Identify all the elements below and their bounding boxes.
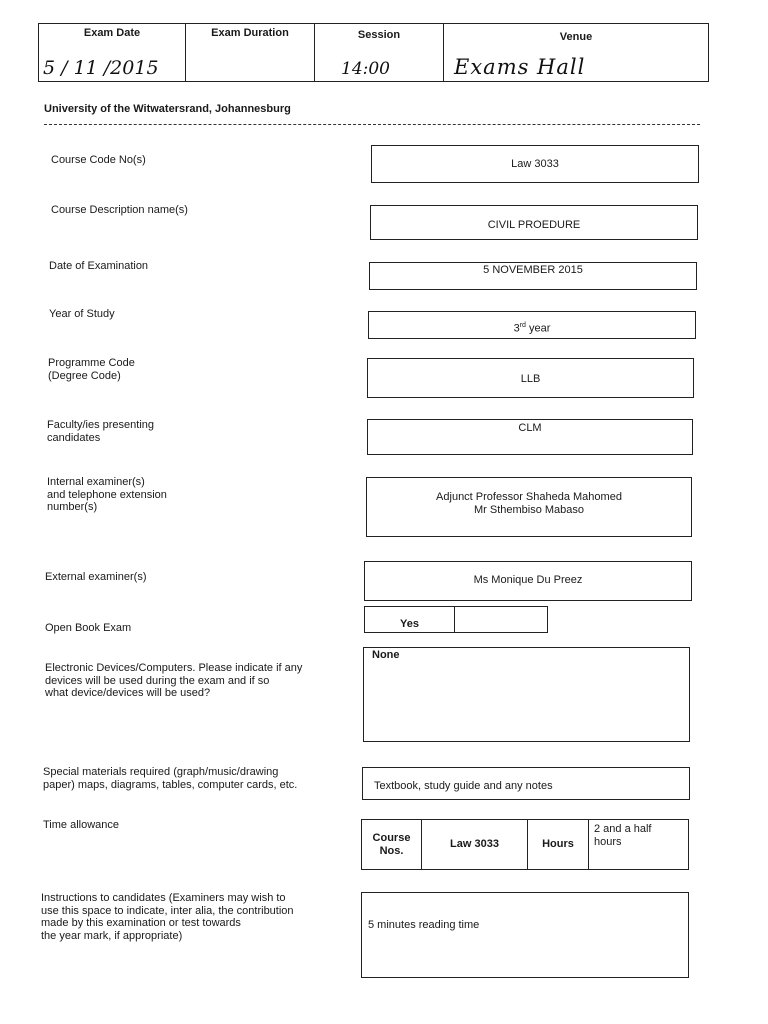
year-of-study-value (369, 322, 695, 335)
faculty-label: Faculty/ies presenting candidates (47, 419, 154, 444)
time-allowance-course-value: Law 3033 (422, 820, 528, 869)
course-description-value: CIVIL PROEDURE (487, 219, 581, 231)
internal-examiners-label: Internal examiner(s) and telephone extension number(s) (47, 476, 167, 513)
programme-code-label: Programme Code (Degree Code) (48, 357, 135, 382)
instructions-label: Instructions to candidates (Examiners may wish to use this space to indicate, inter alia, the contribution made by this examination or test towards the year mark, if appropriate) (41, 892, 294, 942)
date-of-examination-value: 5 NOVEMBER 2015 (483, 264, 583, 276)
external-examiners-value: Ms Monique Du Preez (473, 574, 583, 586)
special-materials-label: Special materials required (graph/music/drawing paper) maps, diagrams, tables, computer cards, etc. (43, 766, 298, 791)
date-of-examination-label: Date of Examination (49, 260, 149, 272)
programme-code-value: LLB (520, 373, 541, 385)
venue-label: Venue (559, 31, 593, 43)
date-of-examination-box (369, 262, 697, 290)
electronic-devices-label: Electronic Devices/Computers. Please indicate if any devices will be used during the exam and if so what device/devices will be used? (45, 662, 303, 699)
divider (44, 124, 700, 125)
special-materials-value: Textbook, study guide and any notes (374, 780, 553, 792)
external-examiners-box (364, 561, 692, 601)
year-of-study-label: Year of Study (49, 308, 115, 320)
session-cell (315, 24, 444, 81)
exam-date-label: Exam Date (83, 27, 141, 39)
exam-date-value: 5 / 11 /2015 (43, 57, 159, 79)
internal-examiners-box (366, 477, 692, 537)
faculty-box (367, 419, 693, 455)
course-code-label: Course Code No(s) (51, 154, 146, 166)
year-number: 3 (513, 322, 520, 335)
exam-duration-label: Exam Duration (211, 27, 289, 39)
open-book-yes: Yes (365, 607, 455, 632)
year-suffix: year (525, 322, 551, 335)
course-code-value: Law 3033 (511, 158, 559, 170)
year-of-study-box (368, 311, 696, 339)
open-book-empty (457, 607, 547, 632)
time-allowance-hours-value: 2 and a half hours (594, 823, 652, 848)
open-book-box (364, 606, 548, 633)
course-code-box (371, 145, 699, 183)
time-allowance-table (361, 819, 689, 870)
venue-value: Exams Hall (454, 55, 586, 79)
session-label: Session (357, 29, 401, 41)
external-examiners-label: External examiner(s) (45, 571, 147, 583)
time-allowance-label: Time allowance (43, 819, 120, 831)
instructions-value: 5 minutes reading time (368, 919, 480, 931)
open-book-label: Open Book Exam (45, 622, 132, 634)
session-value: 14:00 (341, 59, 390, 79)
exam-header-table (38, 23, 709, 82)
electronic-devices-value: None (372, 649, 400, 661)
time-allowance-course-label: Course Nos. (362, 820, 422, 869)
venue-cell (444, 24, 708, 81)
course-description-box (370, 205, 698, 240)
year-ordinal: rd (519, 322, 526, 329)
course-description-label: Course Description name(s) (51, 204, 188, 216)
instructions-box (361, 892, 689, 978)
programme-code-box (367, 358, 694, 398)
electronic-devices-box (363, 647, 690, 742)
special-materials-box (362, 767, 690, 800)
internal-examiner-2: Mr Sthembiso Mabaso (473, 504, 585, 516)
exam-duration-cell (186, 24, 315, 81)
faculty-value: CLM (518, 422, 542, 434)
exam-date-cell (39, 24, 186, 81)
internal-examiner-1: Adjunct Professor Shaheda Mahomed (436, 491, 622, 503)
time-allowance-hours-label: Hours (528, 820, 589, 869)
university-name: University of the Witwatersrand, Johannesburg (44, 103, 291, 115)
